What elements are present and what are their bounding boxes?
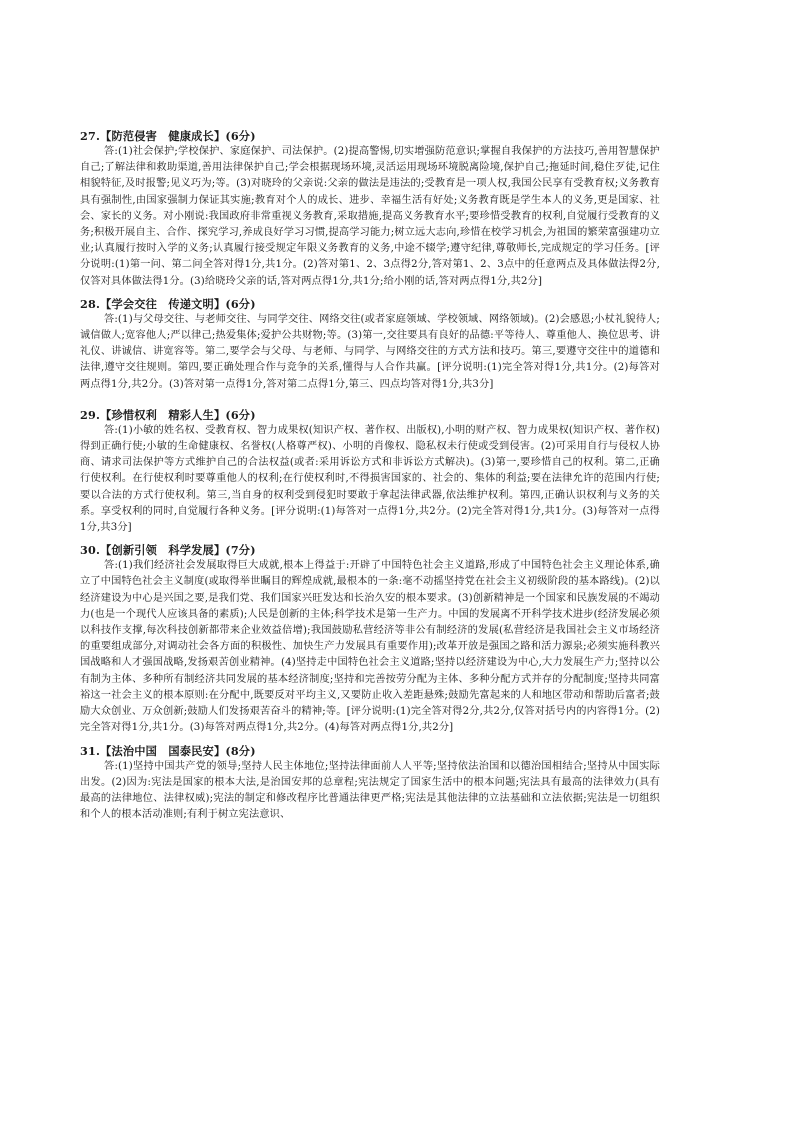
question-31 xyxy=(80,743,660,824)
question-heading: 30.【创新引领 科学发展】(7分) xyxy=(80,543,256,558)
question-29 xyxy=(80,407,660,536)
question-heading: 28.【学会交往 传递文明】(6分) xyxy=(80,296,256,311)
answer-sheet xyxy=(80,128,660,829)
question-answer: 答:(1)小敏的姓名权、受教育权、智力成果权(知识产权、著作权、出版权),小明的财产权、智力成果权(知识产权、著作权)得到正确行使;小敏的生命健康权、名誉权(人格尊严权)、小明的肖像权、隐私权未行使或受到侵害。(2)可采用自行与侵权人协商、请求司法保护等方式维护自己的合法权益(或者:采用诉讼方式和非诉讼方式解决)。(3)第一,要珍惜自己的权利。第二,正确行使权利。在行使权利时要尊重他人的权利;在行使权利时,不得损害国家的、社会的、集体的利益;要在法律允许的范围内行使;要以合法的方式行使权利。第三,当自身的权利受到侵犯时要敢于拿起法律武器,依法维护权利。第四,正确认识权利与义务的关系。享受权利的同时,自觉履行各种义务。[评分说明:(1)每答对一点得1分,共2分。(2)完全答对得1分,共1分。(3)每答对一点得1分,共3分] xyxy=(80,424,660,534)
question-heading: 29.【珍惜权利 精彩人生】(6分) xyxy=(80,407,256,422)
question-answer: 答:(1)与父母交往、与老师交往、与同学交往、网络交往(或者家庭领域、学校领域、网络领域)。(2)会感恩;小杖礼貌待人;诚信做人;宽容他人;严以律己;热爱集体;爱护公共财物;等。(3)第一,交往要具有良好的品德:平等待人、尊重他人、换位思考、讲礼仪、讲诚信、讲宽容等。第二,要学会与父母、与老师、与同学、与网络交往的方式方法和技巧。第三,要遵守交往中的道德和法律,遵守交往规则。第四,要正确处理合作与竞争的关系,懂得与人合作共赢。[评分说明:(1)完全答对得1分,共1分。(2)每答对两点得1分,共2分。(3)答对第一点得1分,答对第二点得1分,第三、四点均答对得1分,共3分] xyxy=(80,313,660,390)
question-answer: 答:(1)坚持中国共产党的领导;坚持人民主体地位;坚持法律面前人人平等;坚持依法治国和以德治国相结合;坚持从中国实际出发。(2)因为:宪法是国家的根本大法,是治国安邦的总章程;宪法规定了国家生活中的根本问题;宪法具有最高的法律效力(具有最高的法律地位、法律权威);宪法的制定和修改程序比普通法律更严格;宪法是其他法律的立法基础和立法依据;宪法是一切组织和个人的根本活动准则;有利于树立宪法意识、 xyxy=(80,760,660,821)
question-27 xyxy=(80,128,660,290)
question-30 xyxy=(80,542,660,736)
question-heading: 31.【法治中国 国泰民安】(8分) xyxy=(80,743,256,758)
question-28 xyxy=(80,296,660,393)
question-answer: 答:(1)我们经济社会发展取得巨大成就,根本上得益于:开辟了中国特色社会主义道路,形成了中国特色社会主义理论体系,确立了中国特色社会主义制度(或取得举世瞩目的辉煌成就,最根本的一条:毫不动摇坚持党在社会主义初级阶段的基本路线)。(2)以经济建设为中心是兴国之要,是我们党、我们国家兴旺发达和长治久安的根本要求。(3)创新精神是一个国家和民族发展的不竭动力(也是一个现代人应该具备的素质);人民是创新的主体;科学技术是第一生产力。中国的发展离不开科学技术进步(经济发展必须以科技作支撑,每次科技创新都带来企业效益倍增);我国鼓励私营经济等非公有制经济的发展(私营经济是我国社会主义市场经济的重要组成部分,对调动社会各方面的积极性、加快生产力发展具有重要作用);改革开放是强国之路和活力源泉;必须实施科教兴国战略和人才强国战略,发扬艰苦创业精神。(4)坚持走中国特色社会主义道路;坚持以经济建设为中心,大力发展生产力;坚持以公有制为主体、多种所有制经济共同发展的基本经济制度;坚持和完善按劳分配为主体、多种分配方式并存的分配制度;坚持共同富裕这一社会主义的根本原则:在分配中,既要反对平均主义,又要防止收入差距悬殊;鼓励先富起来的人和地区带动和帮助后富者;鼓励大众创业、万众创新;鼓励人们发扬艰苦奋斗的精神;等。[评分说明:(1)完全答对得2分,共2分,仅答对括号内的内容得1分。(2)完全答对得1分,共1分。(3)每答对两点得1分,共2分。(4)每答对两点得1分,共2分] xyxy=(80,560,660,734)
question-heading: 27.【防范侵害 健康成长】(6分) xyxy=(80,129,256,143)
question-answer: 答:(1)社会保护;学校保护、家庭保护、司法保护。(2)提高警惕,切实增强防范意识;掌握自我保护的方法技巧,善用智慧保护自己;了解法律和救助渠道,善用法律保护自己;学会根据现场环境,灵活运用现场环境脱离险境,保护自己;拖延时间,稳住歹徒,记住相貌特征,及时报警;见义巧为;等。(3)对晓玲的父亲说:父亲的做法是违法的;受教育是一项人权,我国公民享有受教育权;义务教育具有强制性,由国家强制力保证其实施;教育对个人的成长、进步、幸福生活有好处;义务教育既是学生本人的义务,更是国家、社会、家长的义务。对小刚说:我国政府非常重视义务教育,采取措施,提高义务教育水平;要珍惜受教育的权利,自觉履行受教育的义务;积极开展自主、合作、探究学习,养成良好学习习惯,提高学习能力;树立远大志向,珍惜在校学习机会,为祖国的繁荣富强建功立业;认真履行按时入学的义务;认真履行接受规定年限义务教育的义务,中途不辍学;遵守纪律,尊敬师长,完成规定的学习任务。[评分说明:(1)第一问、第二问全答对得1分,共1分。(2)答对第1、2、3点得2分,答对第1、2、3点中的任意两点及具体做法得2分,仅答对具体做法得1分。(3)给晓玲父亲的话,答对两点得1分,共1分;给小刚的话,答对两点得1分,共2分] xyxy=(80,146,660,287)
